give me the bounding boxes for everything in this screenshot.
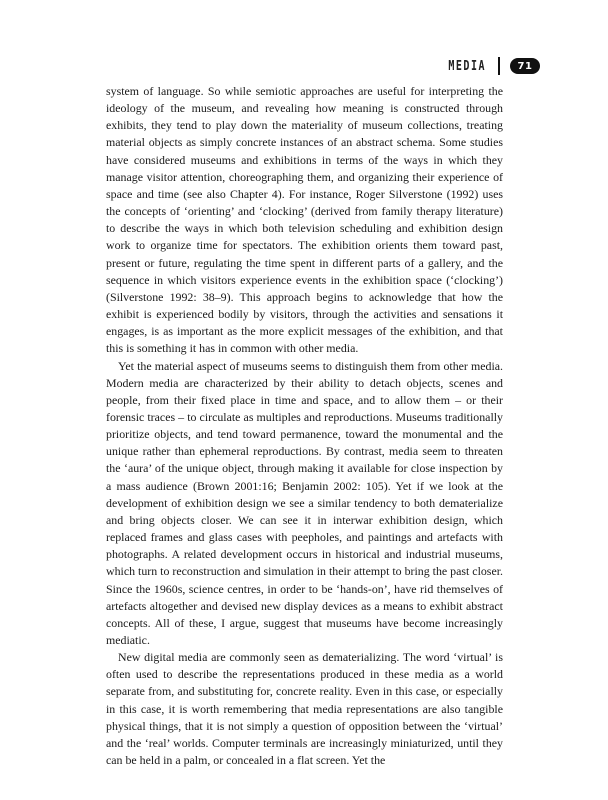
page-number-badge: 71 [510, 58, 540, 74]
paragraph-2: Yet the material aspect of museums seems to distinguish them from other media. Modern media are characterized by their ability to detach objects, scenes and people, from their fixed place in time and space, and to allow them – or their forensic traces – to circulate as multiples and reproductions. Museums traditionally prioritize objects, and tend toward permanence, toward the monumental and the unique rather than ephemeral reproductions. By contrast, media seem to threaten the ‘aura’ of the unique object, through making it available for close inspection by a mass audience (Brown 2001:16; Benjamin 2002: 105). Yet if we look at the development of exhibition design we see a similar tendency to both dematerialize and bring objects closer. We can see it in interwar exhibition design, which replaced frames and glass cases with peepholes, and paintings and artefacts with photographs. A related development occurs in historical and industrial museums, which turn to reconstruction and simulation in their attempt to bring the past closer. Since the 1960s, science centres, in order to be ‘hands-on’, have rid themselves of artefacts altogether and devised new display devices as a means to exhibit abstract concepts. All of these, I argue, suggest that museums have become increasingly mediatic. [106, 358, 503, 647]
running-head-divider [498, 57, 500, 75]
running-head [448, 55, 540, 77]
paragraph-3: New digital media are commonly seen as dematerializing. The word ‘virtual’ is often used to describe the representations produced in these media as a world separate from, and substituting for, concrete reality. Even in this case, or especially in this case, it is worth remembering that media representations are also tangible physical things, that it is not simply a question of opposition between the ‘virtual’ and the ‘real’ worlds. Computer terminals are increasingly miniaturized, until they can be held in a palm, or concealed in a flat screen. Yet the [106, 650, 503, 768]
body-text [106, 83, 503, 769]
paragraph-1: system of language. So while semiotic approaches are useful for interpreting the ideology of the museum, and revealing how meaning is constructed through exhibits, they tend to play down the materiality of museum collections, treating material objects as simply concrete instances of an abstract schema. Some studies have considered museums and exhibitions in terms of the ways in which they manage visitor attention, choreographing them, and organizing their experience of space and time (see also Chapter 4). For instance, Roger Silverstone (1992) uses the concepts of ‘orienting’ and ‘clocking’ (derived from family therapy literature) to describe the ways in which both television scheduling and exhibition design work to organize time for spectators. The exhibition orients them toward past, present or future, regulating the time spent in different parts of a gallery, and the sequence in which visitors experience events in the exhibition space (‘clocking’) (Silverstone 1992: 38–9). This approach begins to acknowledge that how the exhibit is experienced bodily by visitors, through the activities and sensations it engages, is as important as the more explicit messages of the exhibition, and that this is something it has in common with other media. [106, 84, 503, 356]
running-head-section: MEDIA [448, 58, 486, 74]
